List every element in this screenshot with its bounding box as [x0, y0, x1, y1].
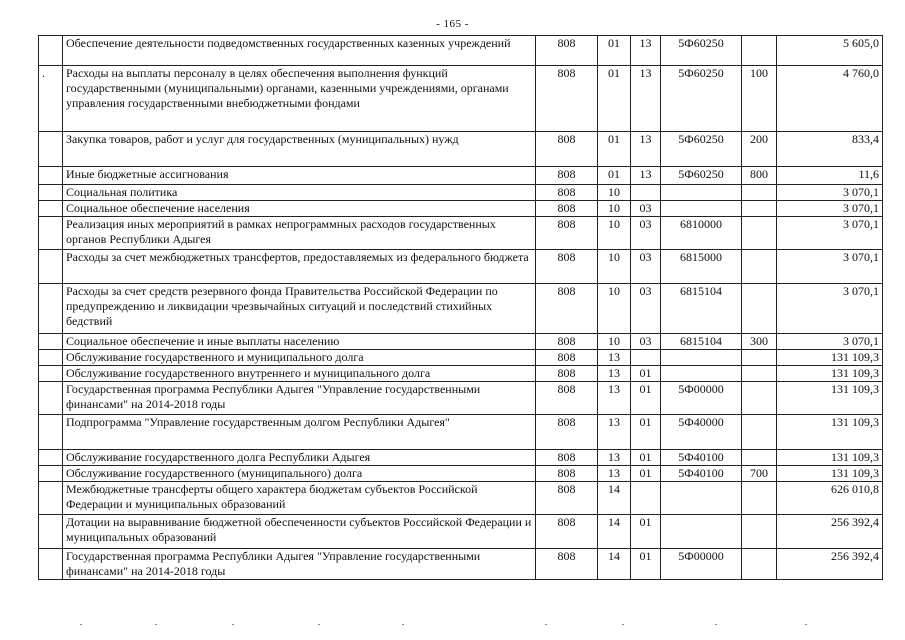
department-code-cell: 808 — [536, 132, 598, 167]
section-code-cell: 10 — [598, 217, 631, 250]
subsection-code-cell: 01 — [631, 466, 661, 482]
expense-name-cell: Социальное обеспечение и иные выплаты населению — [63, 334, 536, 350]
department-code-cell: 808 — [536, 450, 598, 466]
department-code-cell: 808 — [536, 167, 598, 185]
section-code-cell: 10 — [598, 201, 631, 217]
expense-type-cell — [742, 185, 777, 201]
section-code-cell: 01 — [598, 36, 631, 66]
subsection-code-cell: 03 — [631, 250, 661, 284]
amount-cell: 256 392,4 — [777, 549, 883, 580]
row-marker-cell — [39, 366, 63, 382]
expense-type-cell — [742, 515, 777, 549]
expense-name-cell: Социальное обеспечение населения — [63, 201, 536, 217]
target-article-cell: 5Ф60250 — [661, 132, 742, 167]
table-row — [39, 415, 883, 450]
table-row — [39, 549, 883, 580]
subsection-code-cell: 01 — [631, 515, 661, 549]
amount-cell: 3 070,1 — [777, 201, 883, 217]
row-marker-cell: . — [39, 66, 63, 132]
table-row — [39, 334, 883, 350]
department-code-cell: 808 — [536, 36, 598, 66]
expense-name-cell: Государственная программа Республики Адыгея "Управление государственными финансами" на 2014-2018 годы — [63, 549, 536, 580]
row-marker-cell — [39, 132, 63, 167]
table-row — [39, 217, 883, 250]
table-row — [39, 366, 883, 382]
expense-type-cell: 800 — [742, 167, 777, 185]
amount-cell: 626 010,8 — [777, 482, 883, 515]
department-code-cell: 808 — [536, 250, 598, 284]
expense-name-cell: Дотации на выравнивание бюджетной обеспеченности субъектов Российской Федерации и муниципальных образований — [63, 515, 536, 549]
section-code-cell: 13 — [598, 366, 631, 382]
amount-cell: 131 109,3 — [777, 466, 883, 482]
section-code-cell: 10 — [598, 250, 631, 284]
expense-type-cell — [742, 549, 777, 580]
expense-name-cell: Расходы за счет межбюджетных трансфертов, предоставляемых из федерального бюджета — [63, 250, 536, 284]
expense-type-cell — [742, 382, 777, 415]
target-article-cell: 5Ф40100 — [661, 450, 742, 466]
row-marker-cell — [39, 36, 63, 66]
amount-cell: 131 109,3 — [777, 350, 883, 366]
subsection-code-cell: 03 — [631, 334, 661, 350]
subsection-code-cell: 13 — [631, 66, 661, 132]
expense-name-cell: Социальная политика — [63, 185, 536, 201]
expense-name-cell: Обеспечение деятельности подведомственных государственных казенных учреждений — [63, 36, 536, 66]
amount-cell: 256 392,4 — [777, 515, 883, 549]
amount-cell: 131 109,3 — [777, 366, 883, 382]
row-marker-cell — [39, 450, 63, 466]
subsection-code-cell: 03 — [631, 201, 661, 217]
amount-cell: 4 760,0 — [777, 66, 883, 132]
amount-cell: 3 070,1 — [777, 217, 883, 250]
row-marker-cell — [39, 350, 63, 366]
section-code-cell: 10 — [598, 334, 631, 350]
expense-type-cell — [742, 482, 777, 515]
table-row — [39, 450, 883, 466]
expense-name-cell: Подпрограмма "Управление государственным долгом Республики Адыгея" — [63, 415, 536, 450]
amount-cell: 131 109,3 — [777, 382, 883, 415]
row-marker-cell — [39, 549, 63, 580]
row-marker-cell — [39, 284, 63, 334]
table-row — [39, 466, 883, 482]
target-article-cell: 6815104 — [661, 284, 742, 334]
table-row — [39, 66, 883, 132]
row-marker-cell — [39, 217, 63, 250]
department-code-cell: 808 — [536, 350, 598, 366]
subsection-code-cell: 03 — [631, 284, 661, 334]
subsection-code-cell: 13 — [631, 36, 661, 66]
section-code-cell: 13 — [598, 466, 631, 482]
expense-name-cell: Расходы за счет средств резервного фонда Правительства Российской Федерации по предупреждению и ликвидации чрезвычайных ситуаций и последствий стихийных бедствий — [63, 284, 536, 334]
expense-type-cell — [742, 366, 777, 382]
department-code-cell: 808 — [536, 217, 598, 250]
expense-name-cell: Расходы на выплаты персоналу в целях обеспечения выполнения функций государственными (муниципальными) органами, казенными учреждениями, органами управления государственными внебюджетными фондами — [63, 66, 536, 132]
target-article-cell: 6815000 — [661, 250, 742, 284]
table-row — [39, 515, 883, 549]
target-article-cell: 5Ф40100 — [661, 466, 742, 482]
table-row — [39, 185, 883, 201]
section-code-cell: 13 — [598, 415, 631, 450]
expense-name-cell: Обслуживание государственного долга Республики Адыгея — [63, 450, 536, 466]
expense-type-cell — [742, 350, 777, 366]
department-code-cell: 808 — [536, 466, 598, 482]
amount-cell: 131 109,3 — [777, 415, 883, 450]
row-marker-cell — [39, 250, 63, 284]
subsection-code-cell: 01 — [631, 450, 661, 466]
budget-table-body — [39, 36, 883, 580]
row-marker-cell — [39, 185, 63, 201]
row-marker-cell — [39, 415, 63, 450]
budget-table — [38, 35, 883, 580]
table-row — [39, 284, 883, 334]
subsection-code-cell: 01 — [631, 366, 661, 382]
subsection-code-cell — [631, 350, 661, 366]
amount-cell: 3 070,1 — [777, 284, 883, 334]
page-number: - 165 - — [436, 18, 469, 30]
table-row — [39, 132, 883, 167]
amount-cell: 3 070,1 — [777, 334, 883, 350]
row-marker-cell — [39, 334, 63, 350]
expense-type-cell — [742, 201, 777, 217]
target-article-cell — [661, 515, 742, 549]
department-code-cell: 808 — [536, 415, 598, 450]
scan-edge-marks — [0, 624, 905, 630]
section-code-cell: 14 — [598, 482, 631, 515]
section-code-cell: 10 — [598, 284, 631, 334]
subsection-code-cell: 13 — [631, 132, 661, 167]
target-article-cell: 5Ф60250 — [661, 167, 742, 185]
target-article-cell — [661, 482, 742, 515]
expense-name-cell: Обслуживание государственного и муниципального долга — [63, 350, 536, 366]
amount-cell: 5 605,0 — [777, 36, 883, 66]
row-marker-cell — [39, 482, 63, 515]
target-article-cell — [661, 185, 742, 201]
amount-cell: 11,6 — [777, 167, 883, 185]
target-article-cell — [661, 201, 742, 217]
subsection-code-cell — [631, 482, 661, 515]
row-marker-cell — [39, 382, 63, 415]
row-marker-cell — [39, 515, 63, 549]
table-row — [39, 201, 883, 217]
expense-type-cell — [742, 250, 777, 284]
target-article-cell: 5Ф00000 — [661, 382, 742, 415]
department-code-cell: 808 — [536, 482, 598, 515]
table-row — [39, 250, 883, 284]
table-row — [39, 167, 883, 185]
subsection-code-cell: 01 — [631, 382, 661, 415]
target-article-cell: 6810000 — [661, 217, 742, 250]
amount-cell: 3 070,1 — [777, 250, 883, 284]
table-row — [39, 36, 883, 66]
department-code-cell: 808 — [536, 334, 598, 350]
subsection-code-cell: 13 — [631, 167, 661, 185]
section-code-cell: 10 — [598, 185, 631, 201]
section-code-cell: 01 — [598, 66, 631, 132]
expense-name-cell: Государственная программа Республики Адыгея "Управление государственными финансами" на 2014-2018 годы — [63, 382, 536, 415]
expense-name-cell: Реализация иных мероприятий в рамках непрограммных расходов государственных органов Республики Адыгея — [63, 217, 536, 250]
row-marker-cell — [39, 466, 63, 482]
section-code-cell: 01 — [598, 167, 631, 185]
expense-type-cell — [742, 36, 777, 66]
target-article-cell — [661, 350, 742, 366]
expense-name-cell: Обслуживание государственного внутреннего и муниципального долга — [63, 366, 536, 382]
expense-type-cell — [742, 415, 777, 450]
department-code-cell: 808 — [536, 515, 598, 549]
department-code-cell: 808 — [536, 549, 598, 580]
expense-type-cell — [742, 217, 777, 250]
expense-type-cell: 100 — [742, 66, 777, 132]
subsection-code-cell: 01 — [631, 549, 661, 580]
department-code-cell: 808 — [536, 382, 598, 415]
subsection-code-cell — [631, 185, 661, 201]
expense-name-cell: Закупка товаров, работ и услуг для государственных (муниципальных) нужд — [63, 132, 536, 167]
section-code-cell: 13 — [598, 350, 631, 366]
amount-cell: 3 070,1 — [777, 185, 883, 201]
department-code-cell: 808 — [536, 66, 598, 132]
target-article-cell: 6815104 — [661, 334, 742, 350]
department-code-cell: 808 — [536, 284, 598, 334]
amount-cell: 833,4 — [777, 132, 883, 167]
table-row — [39, 350, 883, 366]
table-row — [39, 482, 883, 515]
section-code-cell: 13 — [598, 450, 631, 466]
section-code-cell: 13 — [598, 382, 631, 415]
expense-name-cell: Межбюджетные трансферты общего характера бюджетам субъектов Российской Федерации и муниципальных образований — [63, 482, 536, 515]
expense-type-cell — [742, 450, 777, 466]
amount-cell: 131 109,3 — [777, 450, 883, 466]
section-code-cell: 14 — [598, 549, 631, 580]
section-code-cell: 01 — [598, 132, 631, 167]
expense-name-cell: Иные бюджетные ассигнования — [63, 167, 536, 185]
target-article-cell: 5Ф40000 — [661, 415, 742, 450]
section-code-cell: 14 — [598, 515, 631, 549]
expense-type-cell: 200 — [742, 132, 777, 167]
subsection-code-cell: 03 — [631, 217, 661, 250]
target-article-cell: 5Ф00000 — [661, 549, 742, 580]
row-marker-cell — [39, 167, 63, 185]
target-article-cell — [661, 366, 742, 382]
expense-name-cell: Обслуживание государственного (муниципального) долга — [63, 466, 536, 482]
department-code-cell: 808 — [536, 201, 598, 217]
expense-type-cell: 300 — [742, 334, 777, 350]
table-row — [39, 382, 883, 415]
subsection-code-cell: 01 — [631, 415, 661, 450]
target-article-cell: 5Ф60250 — [661, 66, 742, 132]
department-code-cell: 808 — [536, 366, 598, 382]
department-code-cell: 808 — [536, 185, 598, 201]
target-article-cell: 5Ф60250 — [661, 36, 742, 66]
expense-type-cell — [742, 284, 777, 334]
expense-type-cell: 700 — [742, 466, 777, 482]
row-marker-cell — [39, 201, 63, 217]
